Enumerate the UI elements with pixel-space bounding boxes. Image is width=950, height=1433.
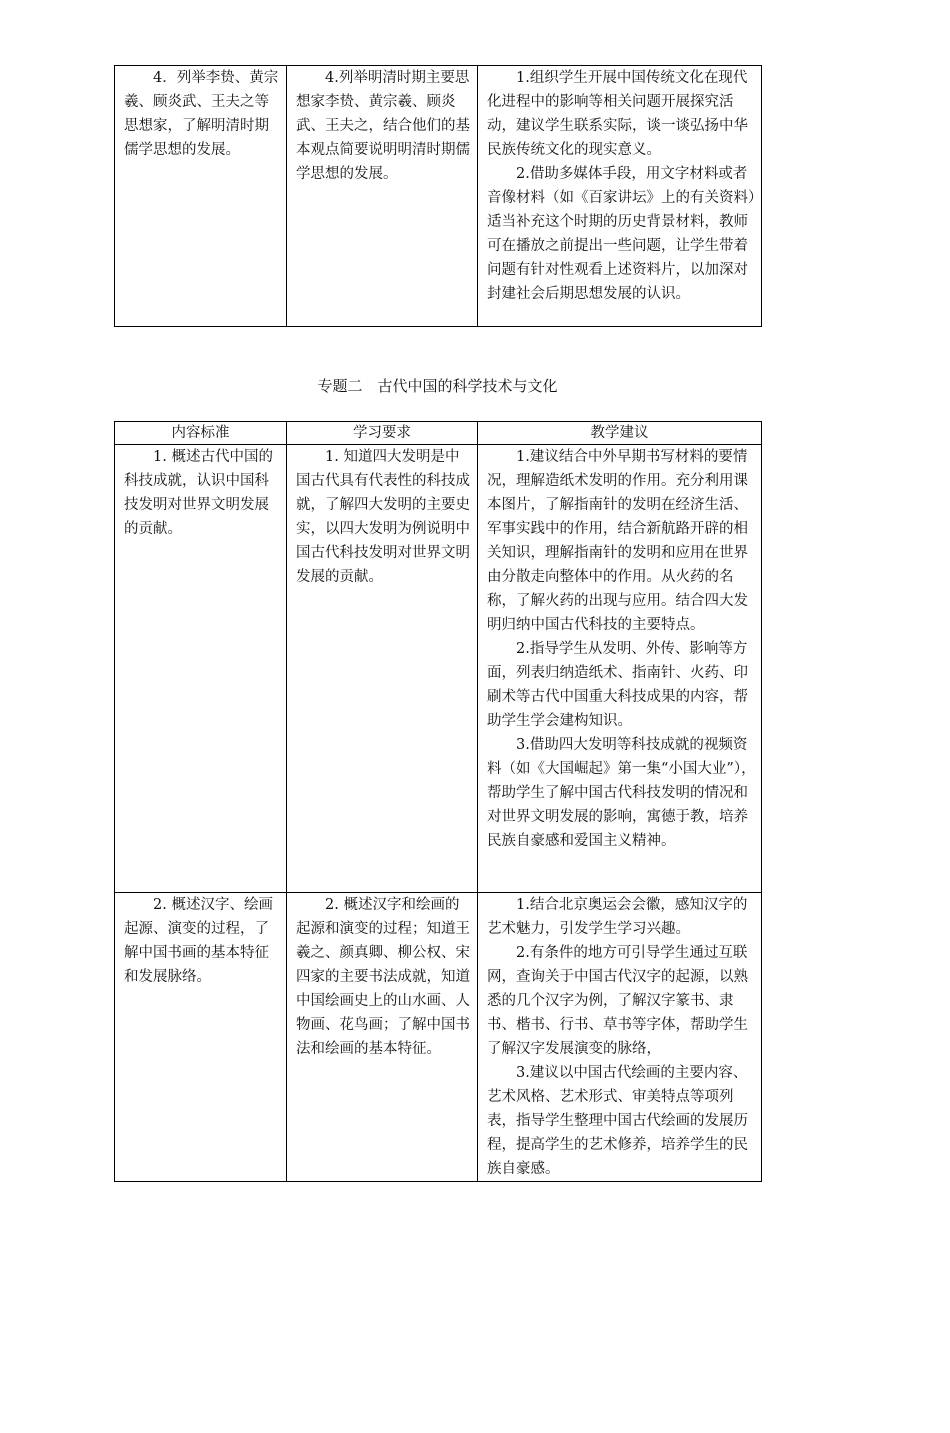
teaching-suggestion-paragraph: 1.结合北京奥运会会徽，感知汉字的艺术魅力，引发学生学习兴趣。 [487,897,748,937]
learning-requirement-text: 4.列举明清时期主要思想家李贽、黄宗羲、顾炎武、王夫之，结合他们的基本观点简要说明明清时期儒学思想的发展。 [296,70,470,182]
teaching-suggestion-paragraph: 2.指导学生从发明、外传、影响等方面，列表归纳造纸术、指南针、火药、印刷术等古代中国重大科技成果的内容，帮助学生学会建构知识。 [487,641,748,729]
table-row [115,66,762,327]
teaching-suggestion-paragraph: 3.建议以中国古代绘画的主要内容、艺术风格、艺术形式、审美特点等项列表，指导学生整理中国古代绘画的发展历程，提高学生的艺术修养，培养学生的民族自豪感。 [487,1065,748,1177]
learning-requirement-text: 1. 知道四大发明是中国古代具有代表性的科技成就，了解四大发明的主要史实，以四大发明为例说明中国古代科技发明对世界文明发展的贡献。 [296,449,470,585]
header-teaching-suggestions: 教学建议 [478,422,762,445]
curriculum-table-topic2 [114,421,762,1182]
teaching-suggestions-cell [478,893,762,1182]
table-row [115,893,762,1182]
teaching-suggestions-cell [478,66,762,327]
learning-requirement-cell [287,893,478,1182]
content-standard-cell [115,66,287,327]
content-standard-text: 1. 概述古代中国的科技成就，认识中国科技发明对世界文明发展的贡献。 [124,449,273,537]
learning-requirement-cell [287,66,478,327]
learning-requirement-text: 2. 概述汉字和绘画的起源和演变的过程；知道王羲之、颜真卿、柳公权、宋四家的主要书法成就，知道中国绘画史上的山水画、人物画、花鸟画；了解中国书法和绘画的基本特征。 [296,897,470,1057]
teaching-suggestions-cell [478,445,762,893]
header-learning-requirement: 学习要求 [287,422,478,445]
header-content-standard: 内容标准 [115,422,287,445]
table-row [115,445,762,893]
content-standard-cell [115,445,287,893]
curriculum-table-continued [114,65,762,327]
content-standard-cell [115,893,287,1182]
content-standard-text: 4．列举李贽、黄宗羲、顾炎武、王夫之等思想家，了解明清时期儒学思想的发展。 [124,70,279,158]
table-header-row [115,422,762,445]
teaching-suggestion-paragraph: 1.组织学生开展中国传统文化在现代化进程中的影响等相关问题开展探究活动，建议学生联系实际，谈一谈弘扬中华民族传统文化的现实意义。 [487,70,748,158]
teaching-suggestion-paragraph: 1.建议结合中外早期书写材料的要情况，理解造纸术发明的作用。充分利用课本图片，了解指南针的发明在经济生活、军事实践中的作用，结合新航路开辟的相关知识，理解指南针的发明和应用在世界由分散走向整体中的作用。从火药的名称，了解火药的出现与应用。结合四大发明归纳中国古代科技的主要特点。 [487,449,748,633]
teaching-suggestion-paragraph: 3.借助四大发明等科技成就的视频资料（如《大国崛起》第一集“小国大业”），帮助学生了解中国古代科技发明的情况和对世界文明发展的影响，寓德于教，培养民族自豪感和爱国主义精神。 [487,737,756,849]
teaching-suggestion-paragraph: 2.有条件的地方可引导学生通过互联网，查询关于中国古代汉字的起源，以熟悉的几个汉字为例，了解汉字篆书、隶书、楷书、行书、草书等字体，帮助学生了解汉字发展演变的脉络， [487,945,748,1057]
teaching-suggestion-paragraph: 2.借助多媒体手段，用文字材料或者音像材料（如《百家讲坛》上的有关资料）适当补充这个时期的历史背景材料，教师可在播放之前提出一些问题，让学生带着问题有针对性观看上述资料片，以加深对封建社会后期思想发展的认识。 [487,166,756,302]
content-standard-text: 2. 概述汉字、绘画起源、演变的过程，了解中国书画的基本特征和发展脉络。 [124,897,273,985]
learning-requirement-cell [287,445,478,893]
section-title: 专题二 古代中国的科学技术与文化 [317,377,558,395]
